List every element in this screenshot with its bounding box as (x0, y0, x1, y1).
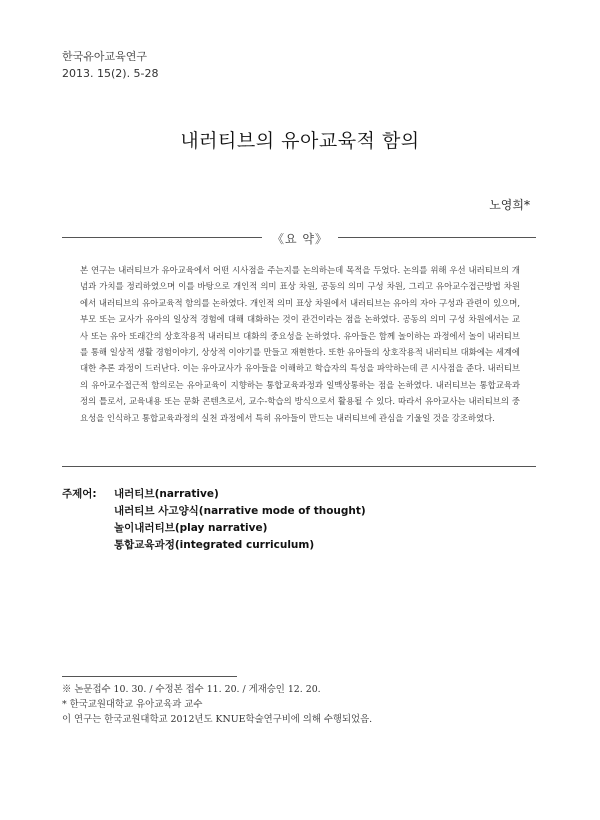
abstract-body: 본 연구는 내러티브가 유아교육에서 어떤 시사점을 주는지를 논의하는데 목적을 두었다. 논의를 위해 우선 내러티브의 개념과 가치를 정리하였으며 이를 바탕으로 개인적 의미 표상 차원, 공동의 의미 구성 차원, 그리고 유아교수접근방법 차원에서 내러티브의 유아교육적 함의를 논하였다. 개인적 의미 표상 차원에서 내러티브는 유아의 자아 구성과 관련이 있으며, 부모 또는 교사가 유아의 일상적 경험에 대해 대화하는 것이 관건이라는 점을 논하였다. 공동의 의미 구성 차원에서는 교사 또는 유아 또래간의 상호작용적 내러티브 대화의 중요성을 논하였다. 유아들은 함께 놀이하는 과정에서 놀이 내러티브를 통해 일상적 생활 경험이야기, 상상적 이야기를 만들고 재현한다. 또한 유아들의 상호작용적 내러티브 대화에는 세계에 대한 추론 과정이 드러난다. 이는 유아교사가 유아들을 이해하고 학습자의 특성을 파악하는데 큰 시사점을 준다. 내러티브의 유아교수접근적 함의로는 유아교육이 지향하는 통합교육과정과 일맥상통하는 점을 논하였다. 내러티브는 통합교육과정의 틀로서, 교육내용 또는 문화 콘텐츠로서, 교수-학습의 방식으로서 활용될 수 있다. 따라서 유아교사는 내러티브의 중요성을 인식하고 통합교육과정의 실천 과정에서 특히 유아들이 만드는 내러티브에 관심을 기울일 것을 강조하였다. (80, 265, 520, 423)
footnote-funding: 이 연구는 한국교원대학교 2012년도 KNUE학술연구비에 의해 수행되었음. (62, 714, 373, 725)
footnote-rule (62, 676, 237, 677)
keywords-label: 주제어: (62, 488, 97, 500)
abstract-bottom-rule (62, 466, 536, 467)
footnote-dates: ※ 논문접수 10. 30. / 수정본 접수 11. 20. / 게재승인 12. 20. (62, 684, 321, 695)
keyword-item: 내러티브 사고양식(narrative mode of thought) (114, 505, 366, 517)
keywords-section (62, 486, 366, 554)
abstract-heading-wrap (0, 228, 600, 247)
journal-header (62, 48, 159, 82)
journal-issue: 2013. 15(2). 5-28 (62, 67, 159, 80)
footnotes (62, 682, 372, 727)
keyword-item: 내러티브(narrative) (114, 488, 219, 500)
keywords-list (114, 486, 366, 554)
paper-title: 내러티브의 유아교육적 함의 (180, 130, 420, 152)
abstract-heading: 《요 약》 (262, 230, 338, 247)
keyword-item: 놀이내러티브(play narrative) (114, 522, 268, 534)
footnote-affiliation: * 한국교원대학교 유아교육과 교수 (62, 699, 203, 710)
journal-name: 한국유아교육연구 (62, 50, 148, 63)
keyword-item: 통합교육과정(integrated curriculum) (114, 539, 315, 551)
author-name: 노영희* (489, 198, 530, 212)
